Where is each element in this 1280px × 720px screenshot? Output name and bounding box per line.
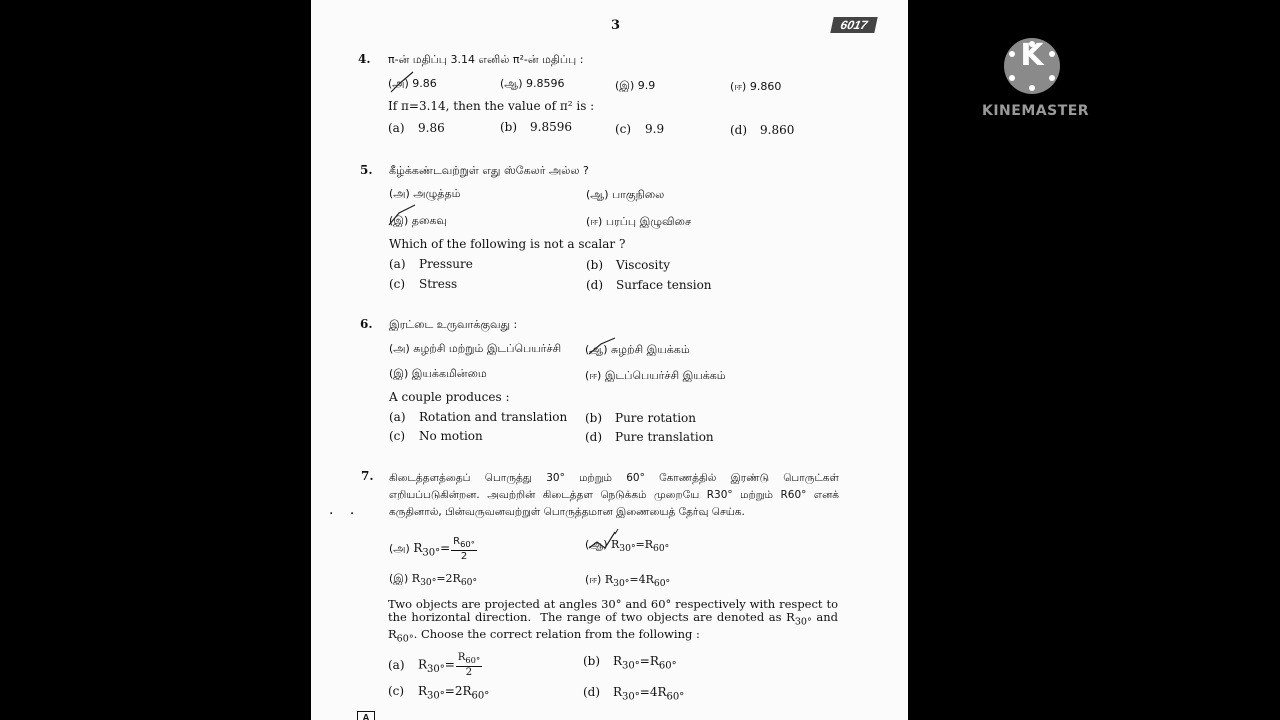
q6-tamil-option-d: (ஈ) இடப்பெயர்ச்சி இயக்கம் xyxy=(585,369,726,382)
kinemaster-logo-icon: K xyxy=(1004,38,1060,94)
watermark-text: KINEMASTER xyxy=(982,103,1090,119)
q5-english-option-c: (c) Stress xyxy=(389,277,458,291)
stray-marks: · · xyxy=(329,506,361,522)
q7-english-option-d: (d) $R_{30^\circ}=4R_{60^\circ}$ xyxy=(583,685,685,703)
corner-box-label: A xyxy=(357,711,375,720)
q7-tamil-option-d: (ஈ) $R_{30^\circ}=4R_{60^\circ}$ xyxy=(585,573,671,590)
q6-number: 6. xyxy=(360,317,373,331)
q5-number: 5. xyxy=(360,163,373,177)
q4-english-question: If π=3.14, then the value of π² is : xyxy=(388,99,595,113)
q5-tamil-option-b: (ஆ) பாகுநிலை xyxy=(586,188,665,201)
q7-english-option-a: (a) $R_{30^\circ}=$ $\frac{R_{60^\circ}}{2}$ xyxy=(388,652,481,678)
q4-english-option-c: (c) 9.9 xyxy=(615,122,665,136)
paper-code-badge: 6017 xyxy=(830,17,877,33)
q4-english-option-b: (b) 9.8596 xyxy=(500,120,572,134)
q7-number: 7. xyxy=(361,469,374,483)
q5-tamil-option-d: (ஈ) பரப்பு இழுவிசை xyxy=(586,215,692,228)
q5-english-question: Which of the following is not a scalar ? xyxy=(389,237,626,251)
q6-tamil-option-a: (அ) சுழற்சி மற்றும் இடப்பெயர்ச்சி xyxy=(389,342,562,355)
q5-english-option-b: (b) Viscosity xyxy=(586,258,670,272)
pen-tick-mark-q7 xyxy=(585,526,625,554)
q7-tamil-option-c: (இ) $R_{30^\circ}=2R_{60^\circ}$ xyxy=(389,572,478,589)
q6-tamil-question: இரட்டை உருவாக்குவது : xyxy=(389,318,518,331)
q5-tamil-option-c: (இ) தகைவு xyxy=(389,214,447,227)
q6-tamil-option-b: (ஆ) சுழற்சி இயக்கம் xyxy=(585,343,690,356)
q4-tamil-option-d: (ஈ) 9.860 xyxy=(730,80,782,93)
pen-tick-mark-q4 xyxy=(389,70,419,96)
q4-number: 4. xyxy=(358,52,371,66)
q6-english-option-a: (a) Rotation and translation xyxy=(389,410,568,424)
q5-tamil-question: கீழ்க்கண்டவற்றுள் எது ஸ்கேலர் அல்ல ? xyxy=(389,164,589,177)
q6-english-question: A couple produces : xyxy=(389,390,510,404)
q6-english-option-c: (c) No motion xyxy=(389,429,483,443)
q7-tamil-option-a: (அ) $R_{30^\circ}=$ $\frac{R_{60^\circ}}{2}$ xyxy=(389,536,475,562)
q7-english-option-b: (b) $R_{30^\circ}=R_{60^\circ}$ xyxy=(583,654,677,672)
q7-english-option-c: (c) $R_{30^\circ}=2R_{60^\circ}$ xyxy=(388,684,490,702)
page-number: 3 xyxy=(611,18,621,33)
q7-tamil-option-b: (ஆ) $R_{30^\circ}=R_{60^\circ}$ xyxy=(585,538,670,555)
q4-tamil-option-b: (ஆ) 9.8596 xyxy=(500,77,565,90)
q4-tamil-question: π-ன் மதிப்பு 3.14 எனில் π²-ன் மதிப்பு : xyxy=(388,53,584,66)
pen-tick-mark-q6 xyxy=(587,336,617,358)
q5-english-option-a: (a) Pressure xyxy=(389,257,473,271)
q6-english-option-b: (b) Pure rotation xyxy=(585,411,697,425)
q4-english-option-d: (d) 9.860 xyxy=(730,123,795,137)
q4-tamil-option-c: (இ) 9.9 xyxy=(615,79,656,92)
pen-tick-mark-q5 xyxy=(387,203,417,229)
q7-english-question: Two objects are projected at angles 30° and 60° respectively with respect to the horizontal direction. The range of two objects are denoted as $R_{30^\circ}$ and $R_{60^\circ}$. Choose the correct relation from the following : xyxy=(388,597,839,645)
q7-tamil-question: கிடைத்தளத்தைப் பொருத்து 30° மற்றும் 60° கோணத்தில் இரண்டு பொருட்கள் எறியப்படுகின்றன. அவற்றின் கிடைத்தள நெடுக்கம் முறையே R30° மற்றும் R60° எனக் கருதினால், பின்வருவனவற்றுள் பொருத்தமான இணையைத் தேர்வு செய்க. xyxy=(389,472,839,518)
q4-english-option-a: (a) 9.86 xyxy=(388,121,445,135)
q6-tamil-option-c: (இ) இயக்கமின்மை xyxy=(389,367,487,380)
q6-english-option-d: (d) Pure translation xyxy=(585,430,714,444)
q5-english-option-d: (d) Surface tension xyxy=(586,278,712,292)
q4-tamil-option-a: (அ) 9.86 xyxy=(388,77,437,90)
q5-tamil-option-a: (அ) அழுத்தம் xyxy=(389,187,461,200)
exam-page xyxy=(311,0,908,720)
